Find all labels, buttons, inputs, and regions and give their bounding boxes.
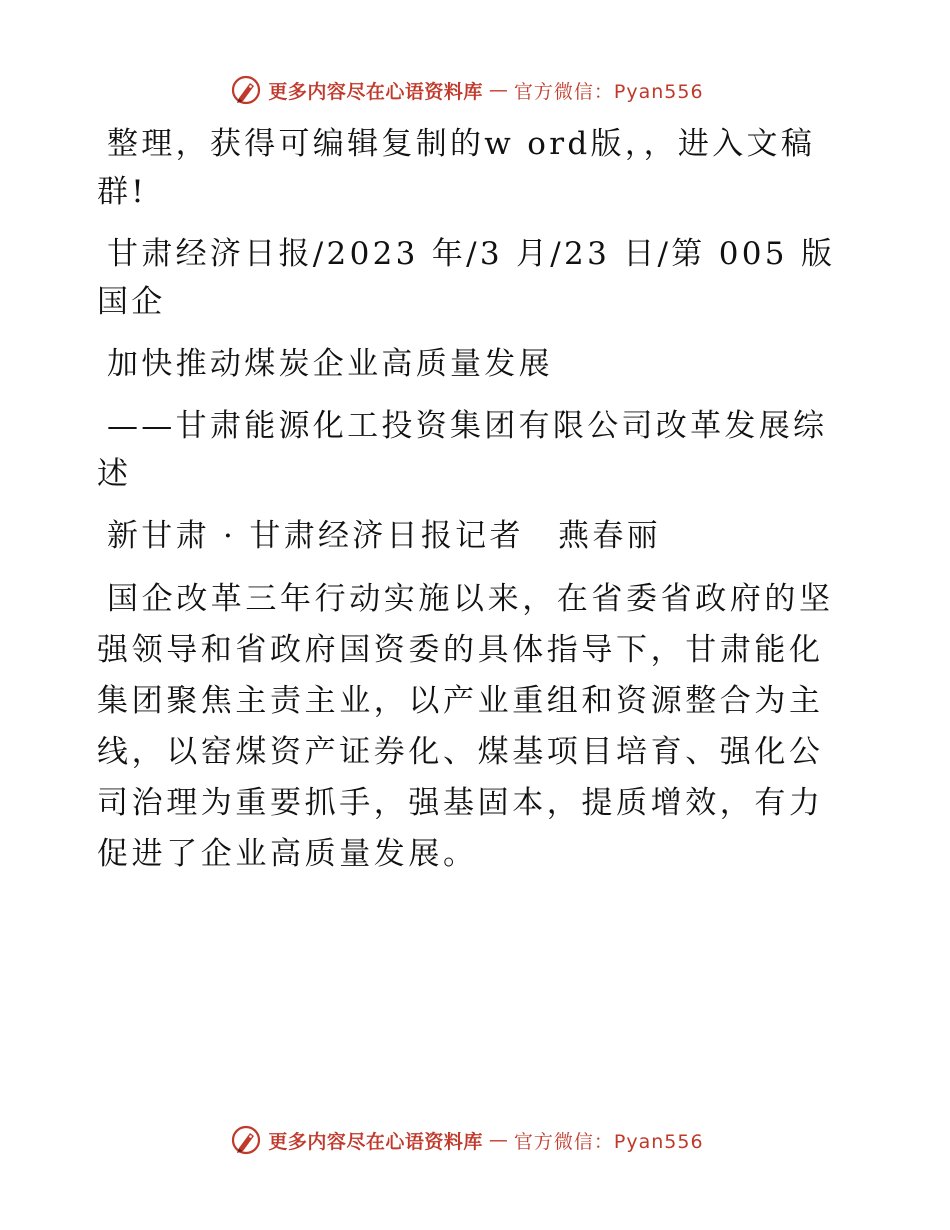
- footer-banner: [0, 1120, 950, 1160]
- pen-nib-logo-icon: [230, 1124, 262, 1156]
- article-subtitle: ——甘肃能源化工投资集团有限公司改革发展综述: [97, 408, 828, 492]
- paragraph-body: 国企改革三年行动实施以来，在省委省政府的坚强领导和省政府国资委的具体指导下，甘肃能化集团聚焦主责主业，以产业重组和资源整合为主线，以窑煤资产证券化、煤基项目培育、强化公司治理为重要抓手，强基固本，提质增效，有力促进了企业高质量发展。: [97, 581, 834, 872]
- pen-nib-logo-icon: [230, 74, 262, 106]
- article-title: 加快推动煤炭企业高质量发展: [107, 346, 553, 382]
- footer-banner-text: 更多内容尽在心语资料库: [268, 1130, 483, 1153]
- footer-banner-dash: —: [488, 1129, 508, 1151]
- header-banner-text: 更多内容尽在心语资料库: [268, 80, 483, 103]
- paragraph-intro: 整理，获得可编辑复制的w ord版，，进入文稿群!: [97, 126, 816, 210]
- article-byline: 新甘肃 · 甘肃经济日报记者 燕春丽: [107, 518, 661, 554]
- paragraph-source-line: 甘肃经济日报/2023 年/3 月/23 日/第 005 版国企: [97, 236, 836, 320]
- header-banner-suffix: 官方微信：Pyan556: [513, 80, 704, 103]
- header-banner: [0, 70, 950, 110]
- header-banner-dash: —: [488, 79, 508, 101]
- footer-banner-inner: [230, 1124, 703, 1156]
- document-body: [97, 120, 857, 894]
- header-banner-inner: [230, 74, 703, 106]
- footer-banner-suffix: 官方微信：Pyan556: [513, 1130, 704, 1153]
